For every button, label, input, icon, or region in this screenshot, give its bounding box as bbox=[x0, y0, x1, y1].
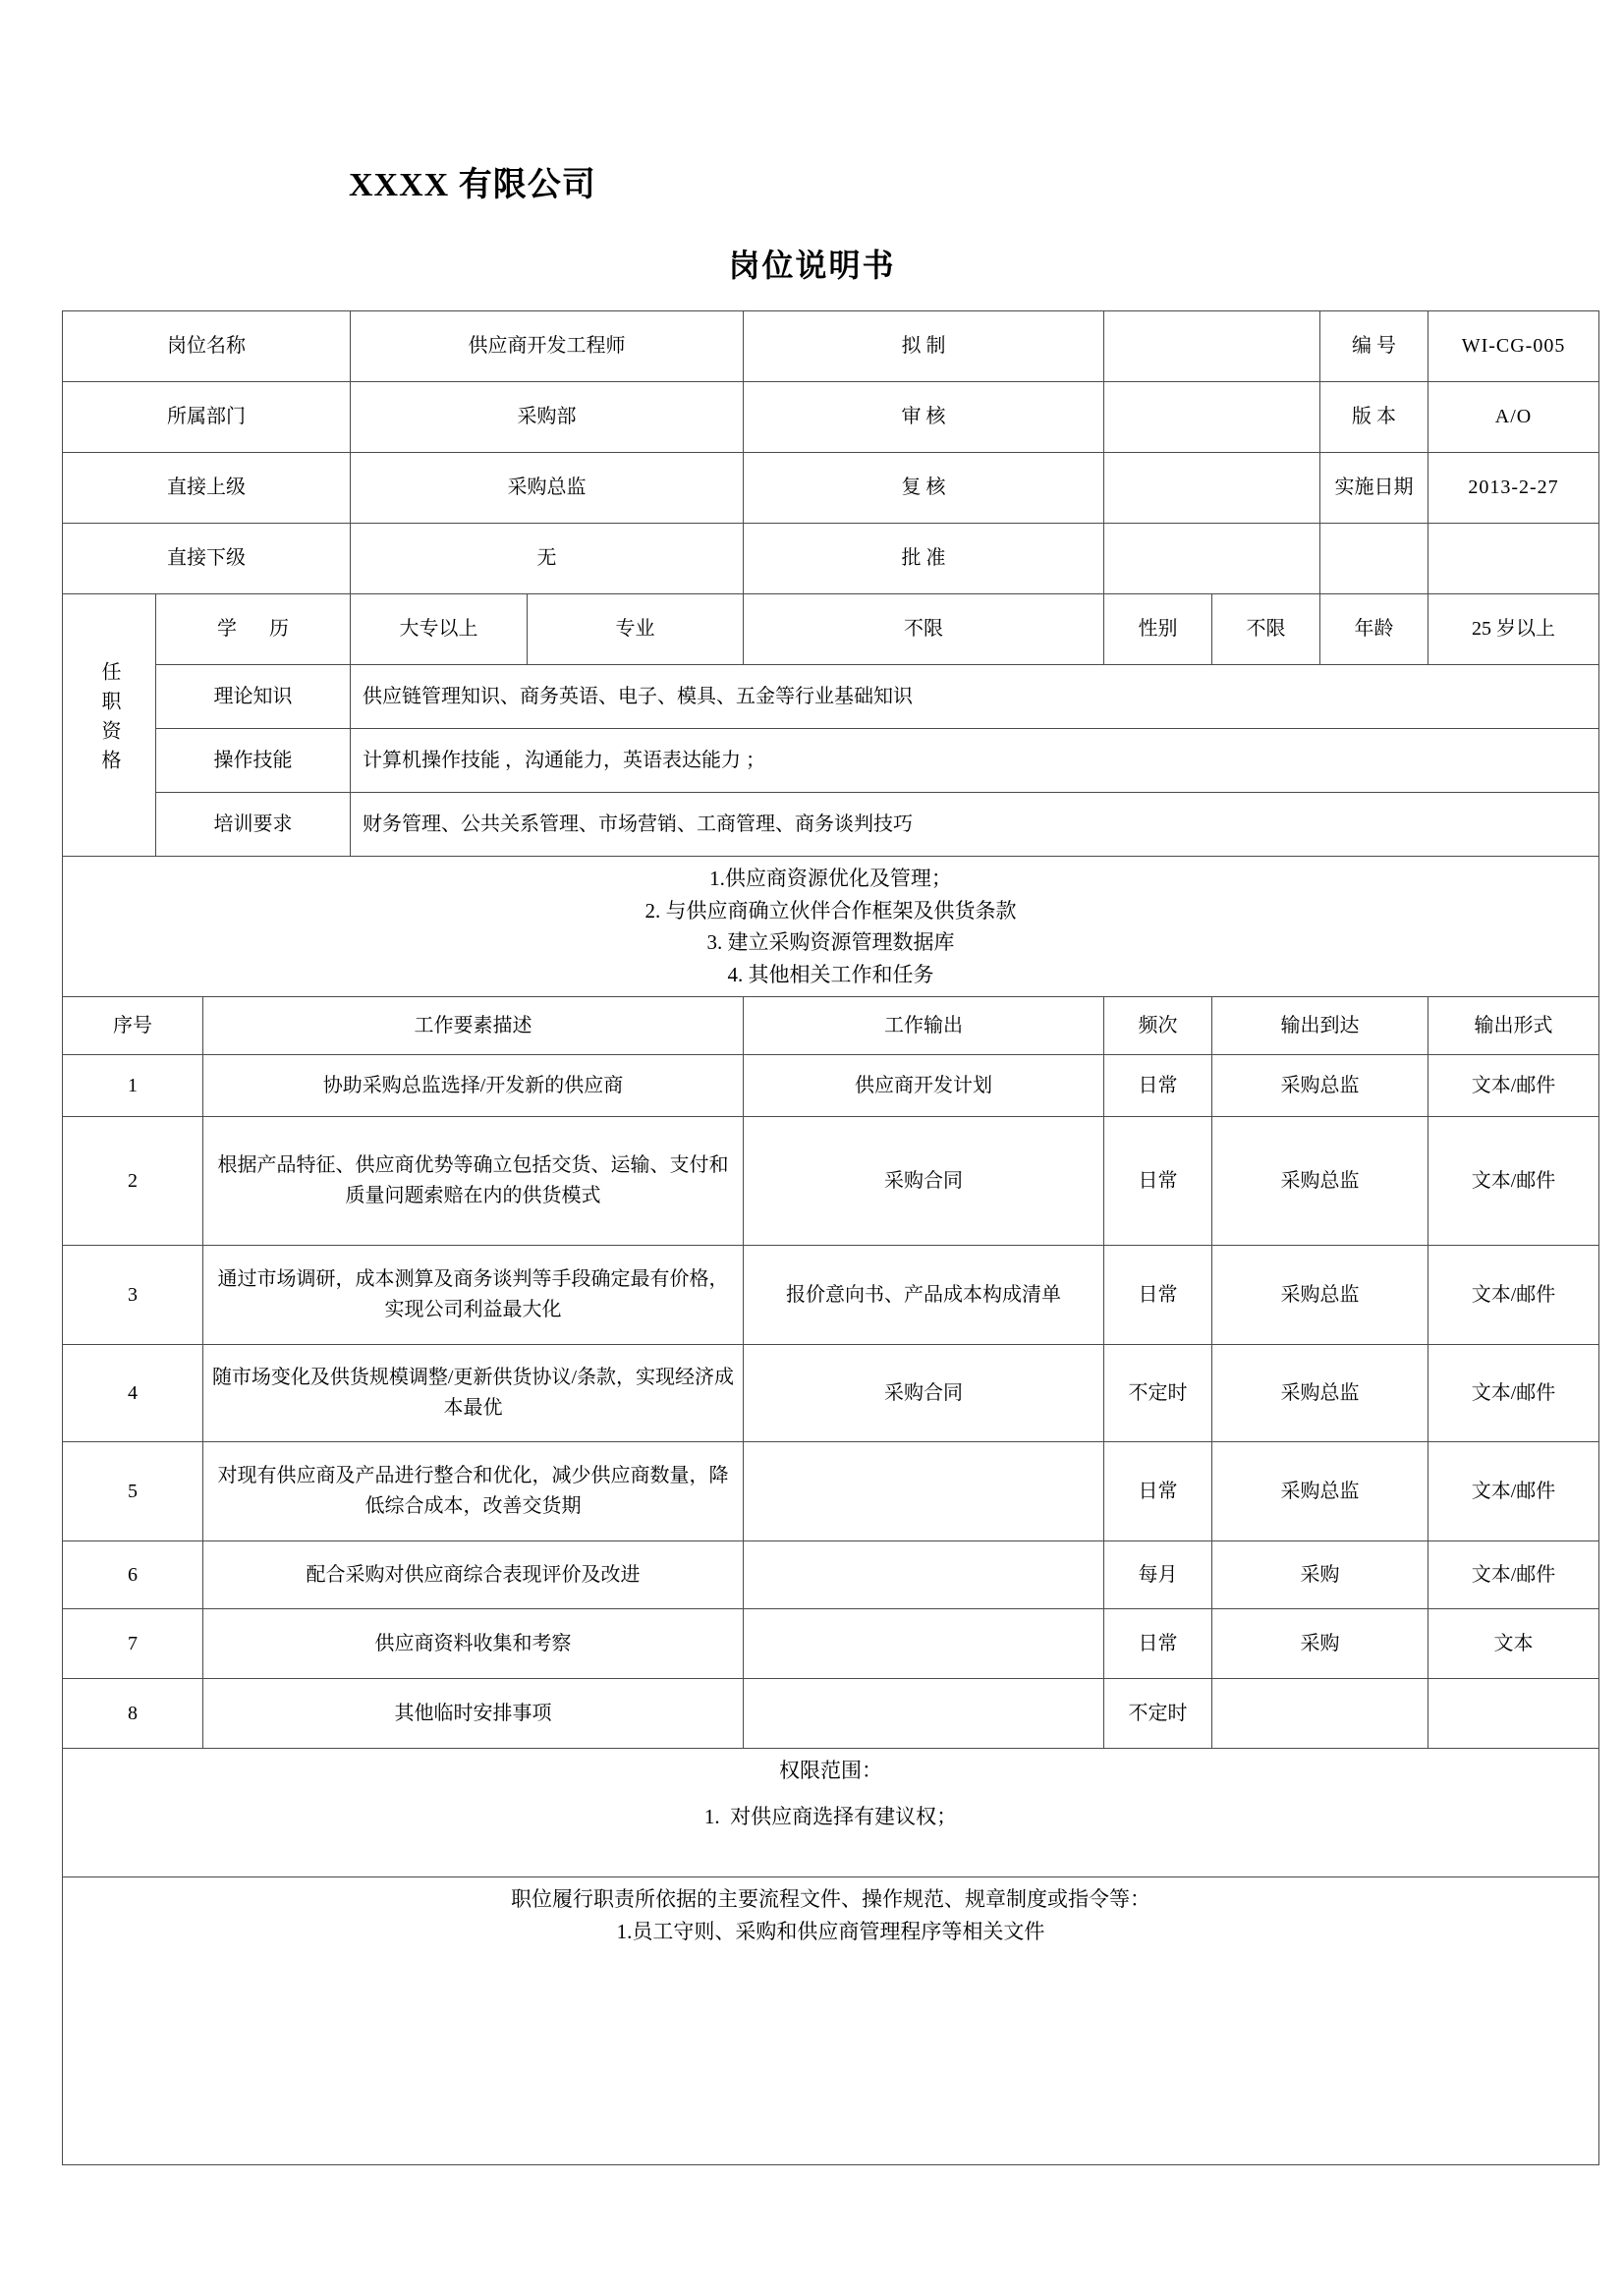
value-department: 采购部 bbox=[351, 382, 744, 453]
cell-description: 其他临时安排事项 bbox=[203, 1679, 744, 1749]
label-drafted-by: 拟 制 bbox=[744, 311, 1104, 382]
cell-no: 4 bbox=[63, 1345, 203, 1442]
table-row bbox=[63, 1609, 1599, 1679]
cell-description: 随市场变化及供货规模调整/更新供货协议/条款，实现经济成本最优 bbox=[203, 1345, 744, 1442]
cell-no: 2 bbox=[63, 1117, 203, 1246]
label-empty-subordinate bbox=[1320, 524, 1428, 594]
label-reviewed-by: 审 核 bbox=[744, 382, 1104, 453]
label-department: 所属部门 bbox=[63, 382, 351, 453]
th-frequency: 频次 bbox=[1104, 997, 1212, 1055]
cell-description: 供应商资料收集和考察 bbox=[203, 1609, 744, 1679]
cell-destination: 采购总监 bbox=[1212, 1117, 1428, 1246]
table-row bbox=[63, 1442, 1599, 1541]
cell-output: 报价意向书、产品成本构成清单 bbox=[744, 1246, 1104, 1345]
value-major: 不限 bbox=[744, 594, 1104, 665]
cell-output bbox=[744, 1442, 1104, 1541]
label-age: 年龄 bbox=[1320, 594, 1428, 665]
duty-line-3: 3. 建立采购资源管理数据库 bbox=[706, 930, 955, 955]
table-row bbox=[63, 1246, 1599, 1345]
cell-destination: 采购 bbox=[1212, 1609, 1428, 1679]
cell-destination: 采购总监 bbox=[1212, 1246, 1428, 1345]
value-reviewed-by bbox=[1104, 382, 1320, 453]
cell-frequency: 日常 bbox=[1104, 1442, 1212, 1541]
value-drafted-by bbox=[1104, 311, 1320, 382]
table-row bbox=[63, 1679, 1599, 1749]
authority-item-1: 1. 对供应商选择有建议权； bbox=[703, 1804, 958, 1828]
cell-destination bbox=[1212, 1679, 1428, 1749]
duty-line-1: 1.供应商资源优化及管理； bbox=[709, 867, 952, 890]
cell-output bbox=[744, 1679, 1104, 1749]
label-training-requirement: 培训要求 bbox=[156, 793, 351, 857]
duties-block-row bbox=[63, 857, 1599, 997]
cell-frequency: 日常 bbox=[1104, 1055, 1212, 1117]
authority-title: 权限范围： bbox=[779, 1759, 882, 1783]
label-theory-knowledge: 理论知识 bbox=[156, 665, 351, 729]
authority-block bbox=[63, 1749, 1599, 1877]
cell-destination: 采购 bbox=[1212, 1541, 1428, 1609]
cell-form: 文本/邮件 bbox=[1428, 1541, 1599, 1609]
label-effective-date: 实施日期 bbox=[1320, 453, 1428, 524]
header-row-superior bbox=[63, 453, 1599, 524]
authority-block-row bbox=[63, 1749, 1599, 1877]
value-direct-superior: 采购总监 bbox=[351, 453, 744, 524]
cell-description: 配合采购对供应商综合表现评价及改进 bbox=[203, 1541, 744, 1609]
th-form: 输出形式 bbox=[1428, 997, 1599, 1055]
qualification-row-basic bbox=[63, 594, 1599, 665]
qualification-row-theory bbox=[63, 665, 1599, 729]
work-table-header-row bbox=[63, 997, 1599, 1055]
label-double-check: 复 核 bbox=[744, 453, 1104, 524]
value-age: 25 岁以上 bbox=[1428, 594, 1599, 665]
label-gender: 性别 bbox=[1104, 594, 1212, 665]
label-major: 专业 bbox=[528, 594, 744, 665]
value-gender: 不限 bbox=[1212, 594, 1320, 665]
value-effective-date: 2013-2-27 bbox=[1428, 453, 1599, 524]
cell-form: 文本/邮件 bbox=[1428, 1055, 1599, 1117]
value-operation-skill: 计算机操作技能 ，沟通能力，英语表达能力 ； bbox=[351, 729, 1599, 793]
cell-output: 采购合同 bbox=[744, 1345, 1104, 1442]
qualification-row-skill bbox=[63, 729, 1599, 793]
label-education bbox=[156, 594, 351, 665]
label-education-text: 学 历 bbox=[217, 618, 303, 640]
cell-no: 6 bbox=[63, 1541, 203, 1609]
label-direct-subordinate: 直接下级 bbox=[63, 524, 351, 594]
value-approved-by bbox=[1104, 524, 1320, 594]
th-no: 序号 bbox=[63, 997, 203, 1055]
cell-frequency: 日常 bbox=[1104, 1117, 1212, 1246]
cell-output bbox=[744, 1541, 1104, 1609]
cell-form: 文本/邮件 bbox=[1428, 1345, 1599, 1442]
label-position-name: 岗位名称 bbox=[63, 311, 351, 382]
cell-output: 采购合同 bbox=[744, 1117, 1104, 1246]
table-row bbox=[63, 1541, 1599, 1609]
cell-output: 供应商开发计划 bbox=[744, 1055, 1104, 1117]
qualification-section-label-text: 任职资格 bbox=[98, 661, 120, 779]
cell-no: 1 bbox=[63, 1055, 203, 1117]
header-row-position bbox=[63, 311, 1599, 382]
value-position-name: 供应商开发工程师 bbox=[351, 311, 744, 382]
value-training-requirement: 财务管理、公共关系管理、市场营销、工商管理、商务谈判技巧 bbox=[351, 793, 1599, 857]
cell-description: 对现有供应商及产品进行整合和优化，减少供应商数量，降低综合成本，改善交货期 bbox=[203, 1442, 744, 1541]
header-row-subordinate bbox=[63, 524, 1599, 594]
header-row-department bbox=[63, 382, 1599, 453]
value-theory-knowledge: 供应链管理知识、商务英语、电子、模具、五金等行业基础知识 bbox=[351, 665, 1599, 729]
cell-frequency: 不定时 bbox=[1104, 1679, 1212, 1749]
cell-form: 文本/邮件 bbox=[1428, 1117, 1599, 1246]
cell-destination: 采购总监 bbox=[1212, 1055, 1428, 1117]
table-row bbox=[63, 1345, 1599, 1442]
cell-form bbox=[1428, 1679, 1599, 1749]
th-output: 工作输出 bbox=[744, 997, 1104, 1055]
cell-frequency: 日常 bbox=[1104, 1609, 1212, 1679]
references-item-1: 1.员工守则、采购和供应商管理程序等相关文件 bbox=[616, 1919, 1045, 1943]
value-direct-subordinate: 无 bbox=[351, 524, 744, 594]
label-doc-number: 编 号 bbox=[1320, 311, 1428, 382]
label-direct-superior: 直接上级 bbox=[63, 453, 351, 524]
references-block-row bbox=[63, 1877, 1599, 2165]
qualification-row-training bbox=[63, 793, 1599, 857]
cell-destination: 采购总监 bbox=[1212, 1345, 1428, 1442]
cell-output bbox=[744, 1609, 1104, 1679]
duties-block bbox=[63, 857, 1599, 997]
duty-line-4: 4. 其他相关工作和任务 bbox=[727, 962, 934, 986]
table-row bbox=[63, 1117, 1599, 1246]
company-title: XXXX 有限公司 bbox=[349, 167, 596, 203]
job-description-sheet bbox=[62, 310, 1599, 2165]
value-doc-number: WI-CG-005 bbox=[1428, 311, 1599, 382]
cell-destination: 采购总监 bbox=[1212, 1442, 1428, 1541]
value-empty-subordinate bbox=[1428, 524, 1599, 594]
cell-form: 文本 bbox=[1428, 1609, 1599, 1679]
cell-frequency: 每月 bbox=[1104, 1541, 1212, 1609]
qualification-section-label bbox=[63, 594, 156, 857]
cell-no: 3 bbox=[63, 1246, 203, 1345]
th-description: 工作要素描述 bbox=[203, 997, 744, 1055]
cell-frequency: 日常 bbox=[1104, 1246, 1212, 1345]
value-education: 大专以上 bbox=[351, 594, 528, 665]
cell-description: 根据产品特征、供应商优势等确立包括交货、运输、支付和质量问题索赔在内的供货模式 bbox=[203, 1117, 744, 1246]
cell-form: 文本/邮件 bbox=[1428, 1246, 1599, 1345]
th-destination: 输出到达 bbox=[1212, 997, 1428, 1055]
references-block bbox=[63, 1877, 1599, 2165]
page-title: 岗位说明书 bbox=[728, 248, 896, 283]
cell-no: 8 bbox=[63, 1679, 203, 1749]
label-version: 版 本 bbox=[1320, 382, 1428, 453]
cell-no: 5 bbox=[63, 1442, 203, 1541]
label-operation-skill: 操作技能 bbox=[156, 729, 351, 793]
cell-description: 通过市场调研，成本测算及商务谈判等手段确定最有价格，实现公司利益最大化 bbox=[203, 1246, 744, 1345]
value-version: A/O bbox=[1428, 382, 1599, 453]
cell-frequency: 不定时 bbox=[1104, 1345, 1212, 1442]
value-double-check bbox=[1104, 453, 1320, 524]
references-title: 职位履行职责所依据的主要流程文件、操作规范、规章制度或指令等： bbox=[511, 1887, 1150, 1912]
cell-form: 文本/邮件 bbox=[1428, 1442, 1599, 1541]
cell-description: 协助采购总监选择/开发新的供应商 bbox=[203, 1055, 744, 1117]
table-row bbox=[63, 1055, 1599, 1117]
cell-no: 7 bbox=[63, 1609, 203, 1679]
label-approved-by: 批 准 bbox=[744, 524, 1104, 594]
duty-line-2: 2. 与供应商确立伙伴合作框架及供货条款 bbox=[644, 898, 1017, 923]
